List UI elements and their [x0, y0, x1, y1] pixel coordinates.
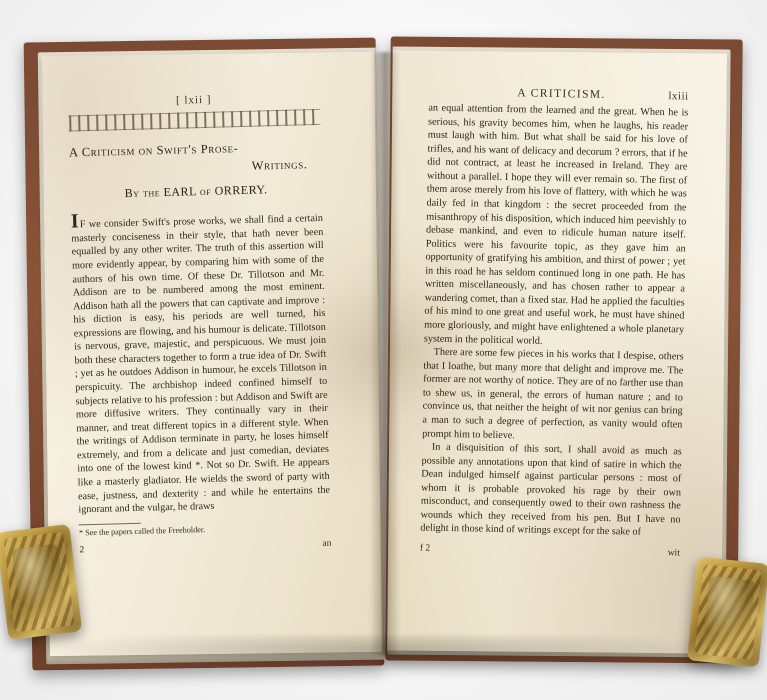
chapter-byline: By the EARL of ORRERY. — [124, 182, 268, 201]
left-page-paragraph-1: IF we consider Swift's prose works, we shall find a certain masterly conciseness in their style, that hath never been equalled by any other writer. The truth of this assertion will more evidently appear, by comparing him with some of the authors of his own time. Of these Dr. Tillotson and Mr. Addison are to be numbered among the most eminent. Addison hath all the powers that can captivate and improve : his diction is easy, his periods are well turned, his expressions are flowing, and his humour is delicate. Tillotson is nervous, grave, majestic, and perspicuous. We must join both these characters together to form a true idea of Dr. Swift ; yet as he outdoes Addison in humour, he excels Tillotson in perspicuity. The archbishop indeed confined himself to subjects relative to his profession : but Addison and Swift are more diffusive writers. They continually vary in their manner, and treat different topics in a different style. When the writings of Addison terminate in party, he loses himself extremely, and from a delicate and just comedian, deviates into one of the lowest kind *. Not so Dr. Swift. He appears like a masterly gladiator. He wields the sword of party with ease, justness, and dexterity : and while he entertains the ignorant and the vulgar, he draws — [70, 210, 331, 516]
left-page-folio: [ lxii ] — [175, 93, 212, 107]
book-gutter-shadow — [370, 52, 400, 656]
right-page-paragraph-1: an equal attention from the learned and the great. When he is serious, his gravity becomes him, when he laughs, his reader must laugh with him. But what shall be said for his love of trifles, and his want of delicacy and decorum ? errors, that if he did not contract, at least he increased in Ireland. They are without a parallel. I hope they will ever remain so. The first of them arose merely from his love of flattery, with which he was daily fed in that kingdom : the secret proceeded from the misanthropy of his disposition, which induced him peevishly to debase mankind, and even to ridicule human nature itself. Politics were his favourite topic, as they gave him an opportunity of gratifying his ambition, and thirst of power ; yet in this road he has seldom continued long in one path. He has written miscellaneously, and has chosen rather to appear a wandering comet, than a fixed star. Had he applied the faculties of his mind to one great and useful work, he must have shined more gloriously, and might have enlightened a whole planetary system in the political world. — [423, 102, 689, 347]
right-page-catchword: wit — [667, 548, 680, 559]
left-page — [42, 52, 382, 656]
left-page-text-block — [68, 91, 332, 556]
right-page-folio: lxiii — [668, 90, 689, 103]
right-page-paragraph-3: In a disquisition of this sort, I shall avoid as much as possible any annotations upon that kind of satire in which the Dean indulged himself against particular persons : most of whom it is probable provoked his rage by their own misconduct, and consequently owed to their own rashness the wounds which they received from his pen. But I have no delight in those kind of writings except for the sake of — [420, 441, 682, 539]
footnote: * See the papers called the Freeholder. — [78, 524, 206, 538]
right-page-signature-row — [420, 543, 680, 558]
book-drop-shadow — [40, 636, 730, 670]
left-page-signature: 2 — [79, 545, 85, 556]
right-page — [387, 50, 727, 653]
chapter-title-line-2: Writings. — [251, 157, 308, 173]
right-page-paragraph-2: There are some few pieces in his works that I despise, others that I loathe, but many more that delight and improve me. The former are not worthy of notice. They are of no farther use than to shew us, in general, the errors of human nature ; and to convince us, that neither the height of wit nor genius can bring a man to such a degree of perfection, as vanity would often prompt him to believe. — [422, 346, 684, 441]
chapter-title-line-1: A Criticism on Swift's Prose- — [68, 141, 239, 160]
brass-book-weight-left — [0, 524, 85, 640]
left-page-signature-row — [79, 539, 331, 556]
open-book — [22, 28, 744, 678]
right-page-signature: f 2 — [419, 543, 431, 554]
footnote-rule — [79, 522, 141, 525]
right-page-text-block — [420, 86, 689, 559]
ornament-band — [68, 109, 320, 132]
brass-book-weight-right — [687, 557, 767, 668]
right-page-header — [429, 86, 689, 103]
chapter-title — [69, 137, 322, 180]
left-page-catchword: an — [322, 539, 332, 550]
running-head: A CRITICISM. — [517, 87, 606, 101]
